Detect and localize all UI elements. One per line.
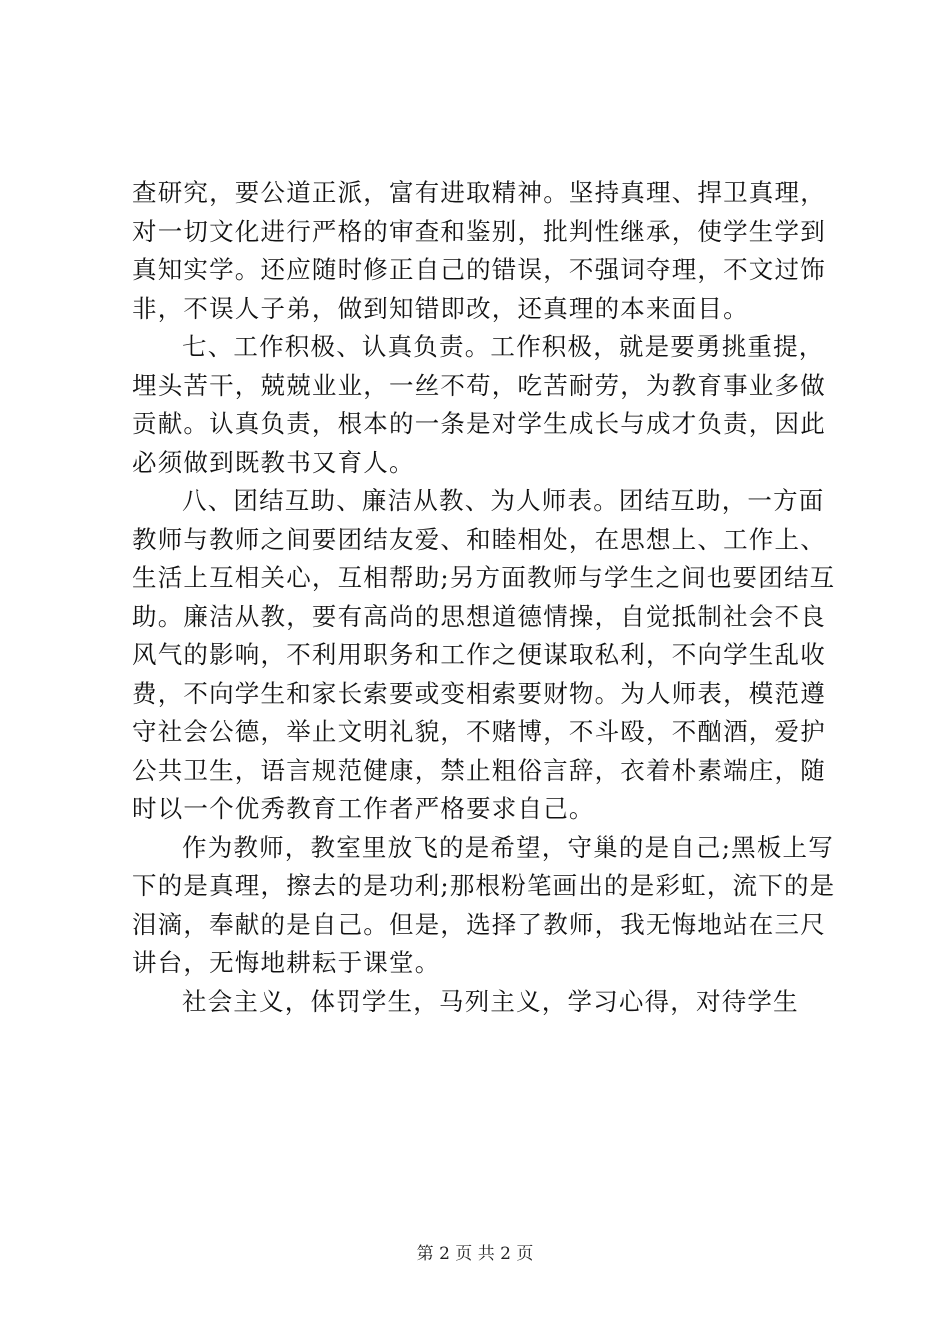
text-line: 风气的影响，不利用职务和工作之便谋取私利，不向学生乱收 [132,640,826,669]
text-line: 下的是真理，擦去的是功利;那根粉笔画出的是彩虹，流下的是 [132,871,836,900]
text-line: 七、工作积极、认真负责。工作积极，就是要勇挑重提， [182,332,825,361]
text-line: 费，不向学生和家长索要或变相索要财物。为人师表，模范遵 [132,678,826,708]
text-line: 讲台，无悔地耕耘于课堂。 [132,948,441,977]
text-line: 泪滴，奉献的是自己。但是，选择了教师，我无悔地站在三尺 [132,909,826,939]
text-line: 生活上互相关心，互相帮助;另方面教师与学生之间也要团结互 [132,563,836,592]
page-footer: 第 2 页 共 2 页 [416,1244,534,1264]
text-line: 对一切文化进行严格的审查和鉴别，批判性继承，使学生学到 [132,216,826,246]
text-line: 贡献。认真负责，根本的一条是对学生成长与成才负责，因此 [132,409,826,438]
text-line: 必须做到既教书又育人。 [132,447,415,477]
text-line: 时以一个优秀教育工作者严格要求自己。 [132,794,595,823]
text-line: 查研究，要公道正派，富有进取精神。坚持真理、捍卫真理， [132,178,826,207]
text-line: 非，不误人子弟，做到知错即改，还真理的本来面目。 [132,293,749,323]
text-line: 守社会公德，举止文明礼貌，不赌博，不斗殴，不酗酒，爱护 [132,717,826,746]
text-line: 八、团结互助、廉洁从教、为人师表。团结互助，一方面 [182,486,825,515]
text-line: 社会主义，体罚学生，马列主义，学习心得，对待学生 [182,986,799,1016]
text-line: 作为教师，教室里放飞的是希望，守巢的是自己;黑板上写 [182,832,834,862]
text-line: 真知实学。还应随时修正自己的错误，不强词夺理，不文过饰 [132,255,826,284]
text-line: 教师与教师之间要团结友爱、和睦相处，在思想上、工作上、 [132,524,826,554]
text-line: 埋头苦干，兢兢业业，一丝不苟，吃苦耐劳，为教育事业多做 [132,370,826,400]
text-line: 助。廉洁从教，要有高尚的思想道德情操，自觉抵制社会不良 [132,601,826,631]
document-body [132,174,836,1021]
text-line: 公共卫生，语言规范健康，禁止粗俗言辞，衣着朴素端庄，随 [132,755,826,785]
